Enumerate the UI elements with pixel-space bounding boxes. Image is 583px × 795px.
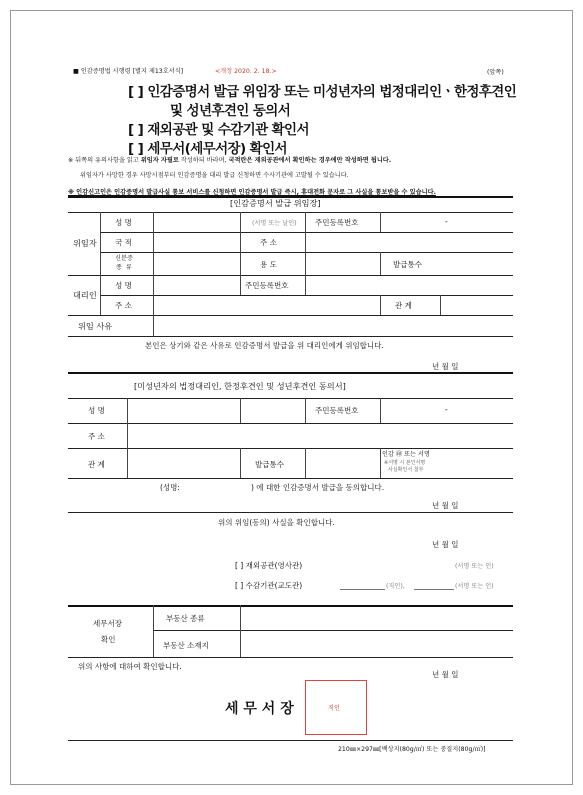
- title-delegation-line2: 및 성년후견인 동의서: [170, 103, 291, 119]
- rule: [68, 398, 513, 399]
- guardian-rrn-label: 주민등록번호: [315, 406, 359, 415]
- delegator-label: 위임자: [73, 238, 97, 248]
- rule: [100, 295, 513, 296]
- embassy-option: [ ] 재외공관(영사관): [235, 561, 303, 570]
- tax-label-2: 확인: [101, 635, 116, 644]
- rule: [68, 512, 513, 513]
- tax-confirm-date: 년 월 일: [432, 670, 459, 679]
- prison-sign: (서명 또는 인): [455, 583, 494, 590]
- rule: [153, 212, 154, 336]
- tax-label: 세무서장: [93, 619, 122, 628]
- note-deceased: 위임자가 사망한 경우 사망시점부터 인감증명을 대리 발급 신청하면 수사기관에 고발될 수 있습니다.: [80, 172, 349, 179]
- section1-title: [인감증명서 발급 위임장]: [230, 198, 321, 208]
- official-seal-label: 직인: [328, 705, 340, 712]
- delegation-statement: 본인은 상기와 같은 사유로 인감증명서 발급을 위 대리인에게 위임합니다.: [145, 341, 384, 350]
- name-label: 성 명: [115, 218, 132, 227]
- embassy-sign: (서명 또는 인): [455, 563, 494, 570]
- guardian-copies-label: 발급통수: [255, 460, 284, 469]
- copies-label: 발급통수: [393, 260, 422, 269]
- rule: [68, 372, 513, 374]
- rule: [68, 212, 513, 213]
- rule: [68, 315, 513, 316]
- rule: [240, 605, 241, 657]
- rule: [68, 275, 513, 276]
- page-side: (앞쪽): [487, 69, 504, 76]
- section2-title: [미성년자의 법정대리인, 한정후견인 및 성년후견인 동의서]: [134, 381, 346, 391]
- rule: [100, 232, 513, 233]
- guardian-relation-label: 관 계: [88, 460, 105, 469]
- confirm-statement: 위의 위임(동의) 사실을 확인합니다.: [218, 518, 335, 527]
- seal-note: 인감 ㊞ 또는 서명: [382, 451, 430, 458]
- consent-statement: ) 에 대한 인감증명서 발급을 동의합니다.: [251, 483, 385, 492]
- prison-option: [ ] 수감기관(교도관): [235, 581, 303, 590]
- rule: [240, 212, 241, 295]
- id-type-label: 신분증 종 류: [115, 255, 133, 271]
- paper-spec: 210㎜×297㎜[백상지(80g/㎡) 또는 중질지(80g/㎡)]: [338, 746, 486, 753]
- address-label: 주 소: [260, 238, 277, 247]
- rule: [305, 448, 306, 478]
- rule: [240, 448, 241, 478]
- agent-label: 대리인: [73, 290, 97, 300]
- delegation-date: 년 월 일: [432, 362, 459, 371]
- rule: [240, 398, 241, 423]
- rule: [68, 448, 513, 449]
- property-location-label: 부동산 소재지: [163, 641, 209, 650]
- rule: [380, 252, 381, 275]
- agent-rrn-label: 주민등록번호: [245, 281, 289, 290]
- title-taxoffice: [ ] 세무서(세무서장) 확인서: [128, 141, 287, 157]
- agent-name-label: 성 명: [115, 281, 132, 290]
- title-embassy: [ ] 재외공관 및 수감기관 확인서: [128, 122, 309, 138]
- note-part: 작성하되 바라며,: [178, 157, 229, 164]
- title-delegation: [ ] 인감증명서 발급 위임장 또는 미성년자의 법정대리인ㆍ한정후견인: [128, 84, 517, 100]
- purpose-label: 용 도: [260, 260, 277, 269]
- rule: [100, 252, 513, 253]
- rule: [68, 423, 513, 424]
- note-instructions: [68, 155, 391, 164]
- prison-line: [414, 589, 454, 590]
- prison-seal: (직인),: [386, 583, 405, 590]
- rule: [100, 212, 101, 315]
- tax-confirm-statement: 위의 사항에 대하여 확인합니다.: [78, 662, 182, 671]
- tax-office-head: 세 무 서 장: [225, 701, 294, 717]
- nationality-label: 국 적: [115, 238, 132, 247]
- confirm-date: 년 월 일: [432, 540, 459, 549]
- seal-note-3: 사실확인서 첨부: [388, 467, 424, 473]
- guardian-rrn-dash: -: [445, 405, 448, 414]
- sign-hint: (서명 또는 날인): [252, 220, 297, 227]
- note-bold: 위임자 자필로: [140, 157, 179, 164]
- guardian-address-label: 주 소: [88, 432, 105, 441]
- rule: [127, 398, 128, 478]
- rule: [68, 336, 513, 337]
- rule: [380, 295, 381, 315]
- rule: [380, 398, 381, 423]
- note-sms: ※ 인감신고인은 인감증명서 발급사실 통보 서비스를 신청하면 인감증명서 발급 즉시, 휴대전화 문자로 그 사실을 통보받을 수 있습니다.: [68, 189, 436, 196]
- revision-date: <개정 2020. 2. 18.>: [215, 68, 277, 75]
- seal-note-2: ※서명 시 본인서명: [384, 460, 426, 466]
- rule: [68, 657, 513, 658]
- property-type-label: 부동산 종류: [166, 614, 205, 623]
- rule: [305, 212, 306, 275]
- prison-line: [340, 589, 385, 590]
- consent-date: 년 월 일: [432, 501, 459, 510]
- rule: [153, 605, 154, 657]
- consent-name-open: (성명:: [160, 483, 180, 492]
- agent-address-label: 주 소: [115, 301, 132, 310]
- guardian-name-label: 성 명: [88, 406, 105, 415]
- note-part: ※ 뒤쪽의 유의사항을 읽고: [68, 157, 141, 164]
- relation-label: 관 계: [395, 301, 412, 310]
- rule: [380, 212, 381, 232]
- form-id: ■ 인감증명법 시행령 [별지 제13호서식]: [73, 68, 184, 75]
- rrn-label: 주민등록번호: [315, 218, 359, 227]
- note-bold: 국적란은 재외공관에서 확인하는 경우에만 작성하면 됩니다.: [228, 157, 392, 164]
- rule: [153, 630, 513, 631]
- rule: [440, 295, 441, 315]
- rule: [68, 605, 513, 607]
- rule: [305, 275, 306, 295]
- rule: [68, 740, 513, 741]
- rrn-dash: -: [445, 217, 448, 226]
- reason-label: 위임 사유: [78, 321, 113, 331]
- rule: [68, 478, 513, 479]
- rule: [305, 398, 306, 423]
- rule: [380, 448, 381, 478]
